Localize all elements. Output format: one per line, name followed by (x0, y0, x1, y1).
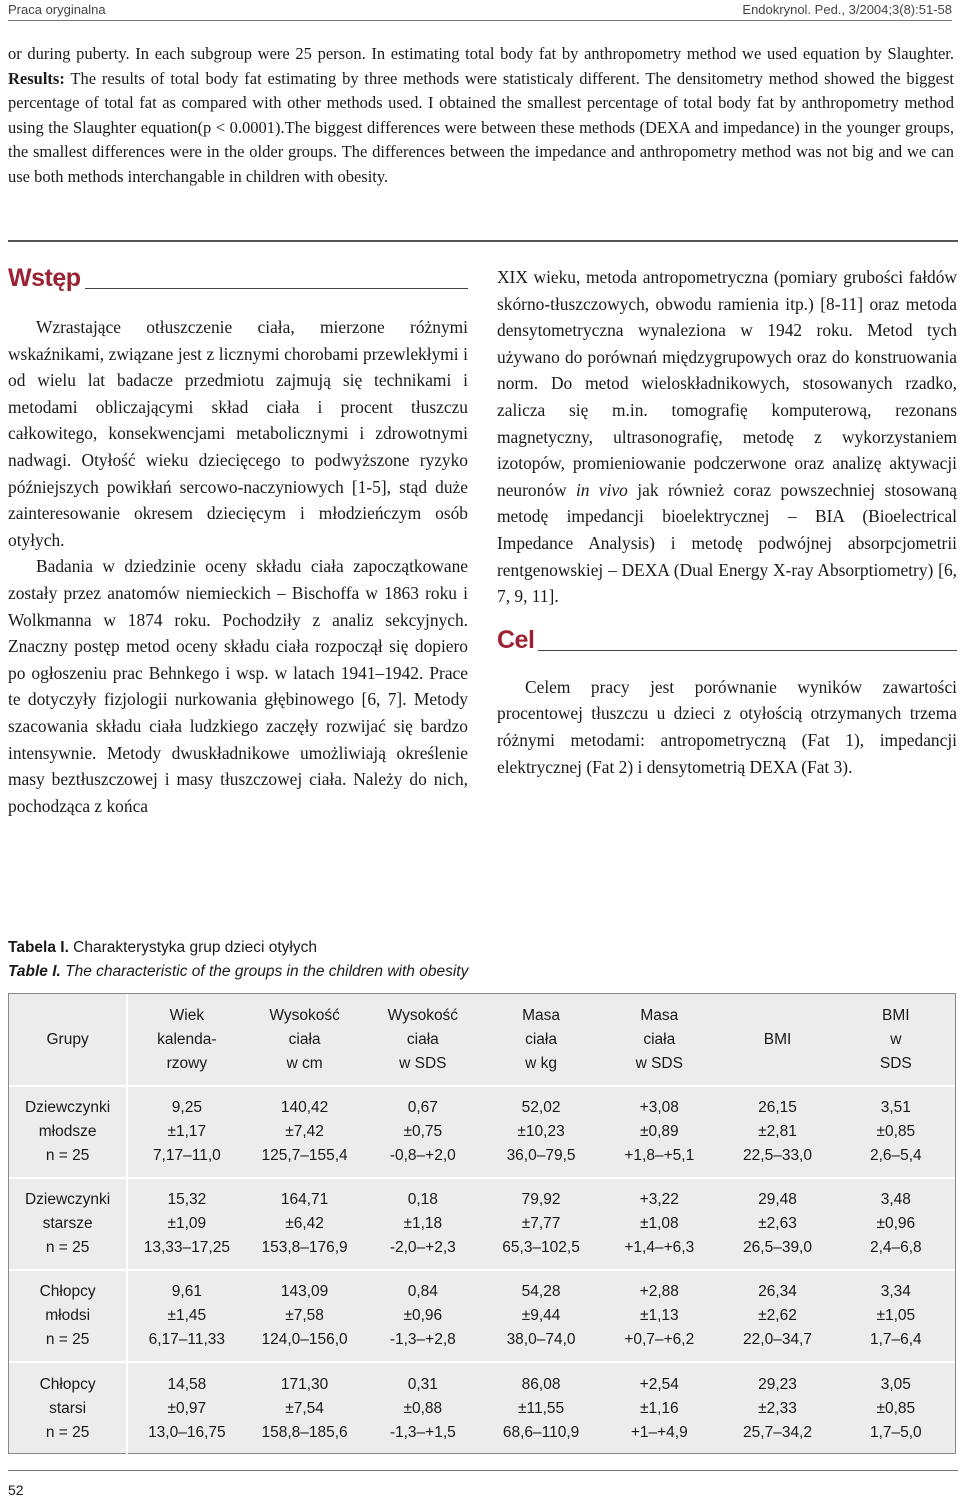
column-header (837, 994, 955, 1086)
cell-line: 25,7–34,2 (743, 1423, 812, 1441)
cell-line: +1–+4,9 (630, 1423, 688, 1441)
column-header-line: w cm (286, 1054, 323, 1072)
column-header-line: SDS (879, 1054, 912, 1072)
wstep-heading-rule (85, 288, 469, 289)
cell-line: ±1,16 (639, 1399, 679, 1417)
wstep-paragraph-2: Badania w dziedzinie oceny składu ciała zapoczątkowane zostały przez anatomów niemieckich – Bischoffa w 1863 roku i Wolkmanna w 1874 roku. Pochodziły z analiz sekcyjnych. Znaczny postęp metod oceny składu ciała rozpoczął się dopiero po ogłoszeniu prac Behnkego i wsp. w latach 1941–1942. Prace te dotyczyły fizjologii nurkowania głębinowego [6, 7]. Metody szacowania składu ciała ludzkiego zaczęły rozwijać się bardzo intensywnie. Metody dwuskładnikowe umożliwiają określenie masy beztłuszczowej i masy tłuszczowej ciała. Należy do nich, pochodząca z końca (8, 556, 468, 816)
cell-line: 153,8–176,9 (261, 1239, 348, 1256)
cell-line: ±7,42 (285, 1123, 324, 1140)
cell-line: n = 25 (45, 1147, 90, 1164)
table-cell (600, 1178, 718, 1270)
cell-line: ±0,88 (403, 1399, 443, 1417)
cell-line: 0,18 (407, 1191, 438, 1208)
cell-line: Chłopcy (39, 1283, 96, 1300)
caption-pl-label: Tabela I. (8, 939, 69, 956)
wstep-paragraph-1: Wzrastające otłuszczenie ciała, mierzone różnymi wskaźnikami, związane jest z licznymi chorobami przewlekłymi i od wielu lat badacze przedmiotu zajmują się technikami i metodami obliczającymi skład ciała i procent tłuszczu całkowitego, konsekwencjami metabolicznymi i zdrowotnymi nadwagi. Otyłość wieku dziecięcego to podwyższone ryzyko późniejszych powikłań sercowo-naczyniowych [1-5], stąd duże zainteresowanie okresem dziecięcym i młodzieńczym osób otyłych. (8, 317, 468, 550)
cell-line: ±0,85 (876, 1399, 916, 1417)
caption-en-label: Table I. (8, 963, 61, 980)
table-cell (482, 1178, 600, 1270)
table-cell (127, 1270, 245, 1362)
table-row (9, 1178, 955, 1270)
running-header (8, 0, 952, 18)
cell-line: n = 25 (45, 1423, 90, 1441)
cel-heading-rule (538, 650, 957, 651)
abstract-divider (8, 240, 958, 242)
table-row (9, 1362, 955, 1454)
cell-line: 140,42 (280, 1099, 329, 1116)
column-header-line: ciała (525, 1030, 557, 1048)
cell-line: 29,48 (758, 1191, 797, 1208)
cell-line: 125,7–155,4 (261, 1147, 348, 1164)
cell-line: ±1,17 (167, 1123, 207, 1140)
column-header (245, 994, 363, 1086)
table-cell (600, 1086, 718, 1178)
cell-line: 52,02 (521, 1099, 561, 1116)
cell-line: 13,0–16,75 (148, 1423, 226, 1441)
right-column (497, 264, 957, 780)
cell-line: ±0,85 (876, 1123, 916, 1140)
column-header-line: w (890, 1030, 902, 1048)
cell-line: 164,71 (280, 1191, 329, 1208)
cell-line: ±1,09 (167, 1215, 207, 1232)
cel-heading-row (497, 624, 957, 654)
cell-line: 29,23 (758, 1375, 797, 1393)
cell-line: +2,54 (639, 1375, 679, 1393)
cell-line: 0,67 (407, 1099, 438, 1116)
table-cell (364, 1178, 482, 1270)
cell-line: 86,08 (521, 1375, 561, 1393)
cell-line: 22,5–33,0 (743, 1147, 812, 1164)
cell-line: 3,51 (880, 1099, 911, 1116)
table-cell (600, 1362, 718, 1454)
table-cell (837, 1270, 955, 1362)
cell-line: ±0,96 (403, 1307, 443, 1324)
table-cell (364, 1086, 482, 1178)
cell-line: 68,6–110,9 (502, 1423, 580, 1441)
cell-line: n = 25 (45, 1239, 90, 1256)
cell-line: ±11,55 (517, 1399, 565, 1417)
cell-line: 9,61 (171, 1283, 202, 1300)
cell-line: +1,4–+6,3 (624, 1239, 695, 1256)
cell-line: ±7,58 (285, 1307, 324, 1324)
in-vivo-term: in vivo (575, 479, 628, 500)
table-cell (600, 1270, 718, 1362)
cell-line: 0,31 (407, 1375, 438, 1393)
cell-line: 38,0–74,0 (506, 1331, 576, 1348)
cell-line: 0,84 (407, 1283, 438, 1300)
cell-line: 26,5–39,0 (743, 1239, 812, 1256)
cell-line: Dziewczynki (24, 1191, 111, 1208)
column-header-line: BMI (882, 1006, 910, 1024)
cell-line: 22,0–34,7 (743, 1331, 812, 1348)
group-name-cell (9, 1270, 127, 1362)
table-cell (127, 1362, 245, 1454)
cell-line: 158,8–185,6 (261, 1423, 348, 1441)
cell-line: ±1,45 (167, 1307, 207, 1324)
column-header-line: ciała (643, 1030, 676, 1048)
cell-line: 13,33–17,25 (143, 1239, 230, 1256)
cell-line: 65,3–102,5 (502, 1239, 580, 1256)
column-header-line: w SDS (399, 1054, 447, 1072)
page-number: 52 (8, 1482, 24, 1498)
cell-line: ±0,96 (876, 1215, 916, 1232)
cel-heading: Cel (497, 625, 535, 654)
column-header-line: ciała (288, 1030, 321, 1048)
table-body (9, 1086, 955, 1454)
cell-line: Chłopcy (39, 1375, 96, 1393)
cell-line: 1,7–5,0 (869, 1423, 922, 1441)
cell-line: ±9,44 (521, 1307, 561, 1324)
cell-line: Dziewczynki (24, 1099, 111, 1116)
table-cell (482, 1086, 600, 1178)
cell-line: 143,09 (280, 1283, 329, 1300)
column-header (127, 994, 245, 1086)
cell-line: ±1,08 (639, 1215, 679, 1232)
cell-line: 36,0–79,5 (506, 1147, 576, 1164)
cell-line: starsze (42, 1215, 93, 1232)
cell-line: ±7,77 (521, 1215, 561, 1232)
table-cell (127, 1178, 245, 1270)
column-header-line: Wysokość (269, 1006, 340, 1024)
cell-line: 54,28 (521, 1283, 561, 1300)
table-cell (364, 1362, 482, 1454)
table-cell (837, 1178, 955, 1270)
results-label: Results: (8, 68, 65, 88)
header-section-label: Praca oryginalna (8, 1, 106, 17)
cell-line: 2,4–6,8 (869, 1239, 922, 1256)
column-header-line: Masa (640, 1006, 679, 1024)
table-cell (837, 1086, 955, 1178)
table-header-row (9, 994, 955, 1086)
group-name-cell (9, 1086, 127, 1178)
cel-paragraph: Celem pracy jest porównanie wyników zawartości procentowej tłuszczu u dzieci z otyłością otrzymanych trzema różnymi metodami: antropometryczną (Fat 1), impedancji elektrycznej (Fat 2) i densytometrią DEXA (Fat 3). (497, 676, 957, 777)
abstract-text (8, 42, 954, 190)
column-header (9, 994, 127, 1086)
abstract-part-2: The results of total body fat estimating by three methods were statisticaly different. The densitometry method showed the biggest percentage of total fat as compared with other methods used. I obtained the smallest percentage of total body fat by anthropometry method using the Slaughter equation(p < 0.0001).The biggest differences were between these methods (DEXA and impedance) in the younger groups, the smallest differences were in the older groups. The differences between the impedance and anthropometry method was not big and we can use both methods interchangable in children with obesity. (8, 68, 954, 186)
caption-pl-text: Charakterystyka grup dzieci otyłych (68, 939, 317, 956)
cell-line: ±2,63 (758, 1215, 797, 1232)
cell-line: +1,8–+5,1 (624, 1147, 695, 1164)
column-header-line: BMI (763, 1030, 792, 1048)
table-cell (482, 1362, 600, 1454)
right-paragraph-1 (497, 264, 957, 610)
cell-line: -0,8–+2,0 (389, 1147, 456, 1164)
cell-line: 26,15 (758, 1099, 797, 1116)
table-cell (364, 1270, 482, 1362)
cell-line: młodsze (38, 1123, 97, 1140)
cell-line: -2,0–+2,3 (389, 1239, 456, 1256)
table-cell (718, 1178, 836, 1270)
column-header-line: Masa (522, 1006, 560, 1024)
column-header-line: Wiek (169, 1006, 205, 1024)
cell-line: ±7,54 (285, 1399, 324, 1417)
wstep-heading-row (8, 262, 468, 292)
cell-line: 9,25 (171, 1099, 202, 1116)
cell-line: +3,22 (639, 1191, 679, 1208)
table-cell (718, 1362, 836, 1454)
column-header-line: rzowy (166, 1054, 208, 1072)
right-p1-text-b: jak również coraz powszechniej stosowaną metodę impedancji bioelektrycznej – BIA (Bioelectrical Impedance Analysis) i metodę podwójnej absorpcjometrii rentgenowskiej – DEXA (Dual Energy X-ray Absorptiometry) [6, 7, 9, 11]. (497, 479, 957, 607)
group-name-cell (9, 1178, 127, 1270)
header-divider (8, 20, 952, 21)
cell-line: n = 25 (45, 1331, 90, 1348)
column-header (718, 994, 836, 1086)
left-column (8, 262, 468, 819)
column-header (364, 994, 482, 1086)
column-header (482, 994, 600, 1086)
caption-english (8, 960, 808, 984)
cell-line: 2,6–5,4 (869, 1147, 922, 1164)
cell-line: 124,0–156,0 (261, 1331, 348, 1348)
cell-line: ±0,75 (403, 1123, 443, 1140)
table-cell (245, 1086, 363, 1178)
column-header-line: w SDS (635, 1054, 683, 1072)
table-cell (127, 1086, 245, 1178)
cell-line: +0,7–+6,2 (624, 1331, 695, 1348)
cell-line: ±1,18 (403, 1215, 443, 1232)
cell-line: młodsi (45, 1307, 91, 1324)
table-row (9, 1270, 955, 1362)
table-cell (482, 1270, 600, 1362)
cell-line: 7,17–11,0 (152, 1147, 221, 1164)
table-cell (245, 1270, 363, 1362)
cell-line: 3,34 (880, 1283, 911, 1300)
column-header-line: ciała (406, 1030, 439, 1048)
cell-line: ±6,42 (285, 1215, 324, 1232)
wstep-heading: Wstęp (8, 264, 81, 292)
cell-line: ±2,81 (758, 1123, 797, 1140)
cell-line: 26,34 (758, 1283, 797, 1300)
cell-line: 15,32 (167, 1191, 207, 1208)
cell-line: +2,88 (639, 1283, 679, 1300)
cell-line: -1,3–+2,8 (389, 1331, 456, 1348)
right-p1-text-a: XIX wieku, metoda antropometryczna (pomiary grubości fałdów skórno-tłuszczowych, obwodu ramienia itp.) [8-11] oraz metoda densytometryczna wynaleziona w 1942 roku. Metod tych używano do porównań międzygrupowych oraz do konstruowania norm. Do metod wieloskładnikowych, stosowanych rzadko, zalicza się m.in. tomografię komputerową, rezonans magnetyczny, ultrasonografię, metodę z wykorzystaniem izotopów, promieniowanie podczerwone oraz analizę aktywacji neuronów (497, 267, 957, 500)
cell-line: ±10,23 (517, 1123, 565, 1140)
header-journal-citation: Endokrynol. Ped., 3/2004;3(8):51-58 (742, 1, 952, 17)
characteristics-table (8, 993, 956, 1454)
caption-polish (8, 936, 808, 960)
table-cell (718, 1270, 836, 1362)
cell-line: +3,08 (639, 1099, 679, 1116)
cell-line: 79,92 (521, 1191, 561, 1208)
footer-divider (8, 1470, 958, 1471)
column-header-line: Grupy (46, 1030, 89, 1048)
cell-line: ±2,33 (758, 1399, 797, 1417)
column-header (600, 994, 718, 1086)
caption-en-text: The characteristic of the groups in the children with obesity (60, 963, 469, 980)
table-row (9, 1086, 955, 1178)
column-header-line: kalenda- (157, 1030, 217, 1048)
cell-line: starsi (49, 1399, 87, 1417)
table-cell (718, 1086, 836, 1178)
cell-line: ±0,89 (639, 1123, 679, 1140)
cell-line: 14,58 (167, 1375, 207, 1393)
cell-line: 6,17–11,33 (148, 1331, 226, 1348)
table-cell (245, 1178, 363, 1270)
column-header-line: w kg (525, 1054, 557, 1072)
cell-line: 3,48 (880, 1191, 911, 1208)
cell-line: 1,7–6,4 (869, 1331, 922, 1348)
cell-line: ±1,13 (639, 1307, 679, 1324)
cell-line: 3,05 (880, 1375, 911, 1393)
cell-line: -1,3–+1,5 (389, 1423, 456, 1441)
table-cell (245, 1362, 363, 1454)
cell-line: ±0,97 (167, 1399, 207, 1417)
cell-line: ±1,05 (876, 1307, 916, 1324)
column-header-line: Wysokość (387, 1006, 459, 1024)
table-cell (837, 1362, 955, 1454)
abstract-part-1: or during puberty. In each subgroup were 25 person. In estimating total body fat by anthropometry method we used equation by Slaughter. (8, 44, 954, 63)
group-name-cell (9, 1362, 127, 1454)
cell-line: 171,30 (280, 1375, 329, 1393)
cell-line: ±2,62 (758, 1307, 797, 1324)
table-caption (8, 936, 808, 984)
